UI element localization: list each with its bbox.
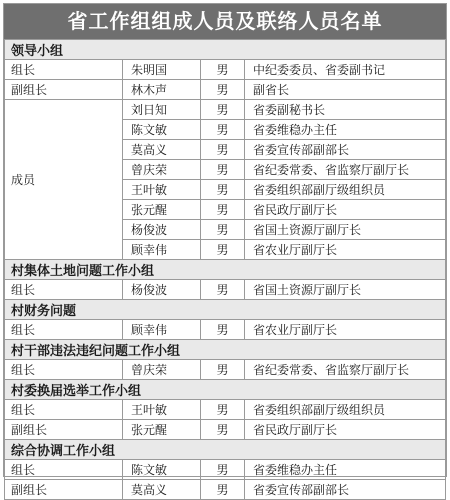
position-cell: 省委副秘书长	[245, 100, 446, 120]
table-row	[5, 420, 446, 440]
members-label-cell: 成员	[5, 100, 123, 260]
name-cell: 王叶敏	[123, 400, 201, 420]
gender-cell: 男	[201, 320, 245, 340]
position-cell: 省纪委常委、省监察厅副厅长	[245, 360, 446, 380]
role-cell: 组长	[5, 400, 123, 420]
position-cell: 省委宣传部副部长	[245, 480, 446, 500]
role-cell: 组长	[5, 60, 123, 80]
position-cell: 省委组织部副厅级组织员	[245, 400, 446, 420]
section-header-leadership	[5, 40, 446, 60]
gender-cell: 男	[201, 120, 245, 140]
table-row	[5, 100, 446, 120]
role-cell: 组长	[5, 320, 123, 340]
position-cell: 省民政厅副厅长	[245, 420, 446, 440]
section-header-land	[5, 260, 446, 280]
section-title: 村财务问题	[5, 300, 446, 320]
gender-cell: 男	[201, 400, 245, 420]
role-cell: 组长	[5, 360, 123, 380]
table-row	[5, 80, 446, 100]
section-header-election	[5, 380, 446, 400]
position-cell: 省农业厅副厅长	[245, 240, 446, 260]
position-cell: 省国土资源厅副厅长	[245, 280, 446, 300]
table-row	[5, 60, 446, 80]
section-title: 村干部违法违纪问题工作小组	[5, 340, 446, 360]
position-cell: 省委维稳办主任	[245, 460, 446, 480]
position-cell: 省委宣传部副部长	[245, 140, 446, 160]
gender-cell: 男	[201, 420, 245, 440]
name-cell: 杨俊波	[123, 280, 201, 300]
name-cell: 莫高义	[123, 480, 201, 500]
name-cell: 张元醒	[123, 420, 201, 440]
roster-table	[4, 39, 446, 500]
section-title: 领导小组	[5, 40, 446, 60]
document-title: 省工作组组成人员及联络人员名单	[4, 4, 446, 39]
name-cell: 莫高义	[123, 140, 201, 160]
gender-cell: 男	[201, 180, 245, 200]
roster-document	[3, 3, 447, 497]
section-title: 村集体土地问题工作小组	[5, 260, 446, 280]
position-cell: 省农业厅副厅长	[245, 320, 446, 340]
name-cell: 顾幸伟	[123, 320, 201, 340]
position-cell: 省委组织部副厅级组织员	[245, 180, 446, 200]
name-cell: 曾庆荣	[123, 360, 201, 380]
name-cell: 朱明国	[123, 60, 201, 80]
gender-cell: 男	[201, 220, 245, 240]
name-cell: 杨俊波	[123, 220, 201, 240]
gender-cell: 男	[201, 100, 245, 120]
gender-cell: 男	[201, 360, 245, 380]
section-header-coordination	[5, 440, 446, 460]
name-cell: 王叶敏	[123, 180, 201, 200]
gender-cell: 男	[201, 160, 245, 180]
gender-cell: 男	[201, 60, 245, 80]
table-row	[5, 320, 446, 340]
section-title: 村委换届选举工作小组	[5, 380, 446, 400]
position-cell: 中纪委委员、省委副书记	[245, 60, 446, 80]
position-cell: 省纪委常委、省监察厅副厅长	[245, 160, 446, 180]
position-cell: 副省长	[245, 80, 446, 100]
table-row	[5, 460, 446, 480]
name-cell: 顾幸伟	[123, 240, 201, 260]
gender-cell: 男	[201, 240, 245, 260]
name-cell: 张元醒	[123, 200, 201, 220]
gender-cell: 男	[201, 480, 245, 500]
gender-cell: 男	[201, 460, 245, 480]
position-cell: 省国土资源厅副厅长	[245, 220, 446, 240]
table-row	[5, 280, 446, 300]
role-cell: 副组长	[5, 80, 123, 100]
section-title: 综合协调工作小组	[5, 440, 446, 460]
name-cell: 陈文敏	[123, 460, 201, 480]
table-row	[5, 480, 446, 500]
position-cell: 省委维稳办主任	[245, 120, 446, 140]
role-cell: 副组长	[5, 420, 123, 440]
gender-cell: 男	[201, 140, 245, 160]
name-cell: 曾庆荣	[123, 160, 201, 180]
table-row	[5, 360, 446, 380]
name-cell: 刘日知	[123, 100, 201, 120]
name-cell: 陈文敏	[123, 120, 201, 140]
role-cell: 组长	[5, 280, 123, 300]
section-header-finance	[5, 300, 446, 320]
table-row	[5, 400, 446, 420]
role-cell: 组长	[5, 460, 123, 480]
role-cell: 副组长	[5, 480, 123, 500]
gender-cell: 男	[201, 80, 245, 100]
section-header-discipline	[5, 340, 446, 360]
position-cell: 省民政厅副厅长	[245, 200, 446, 220]
gender-cell: 男	[201, 200, 245, 220]
gender-cell: 男	[201, 280, 245, 300]
name-cell: 林木声	[123, 80, 201, 100]
